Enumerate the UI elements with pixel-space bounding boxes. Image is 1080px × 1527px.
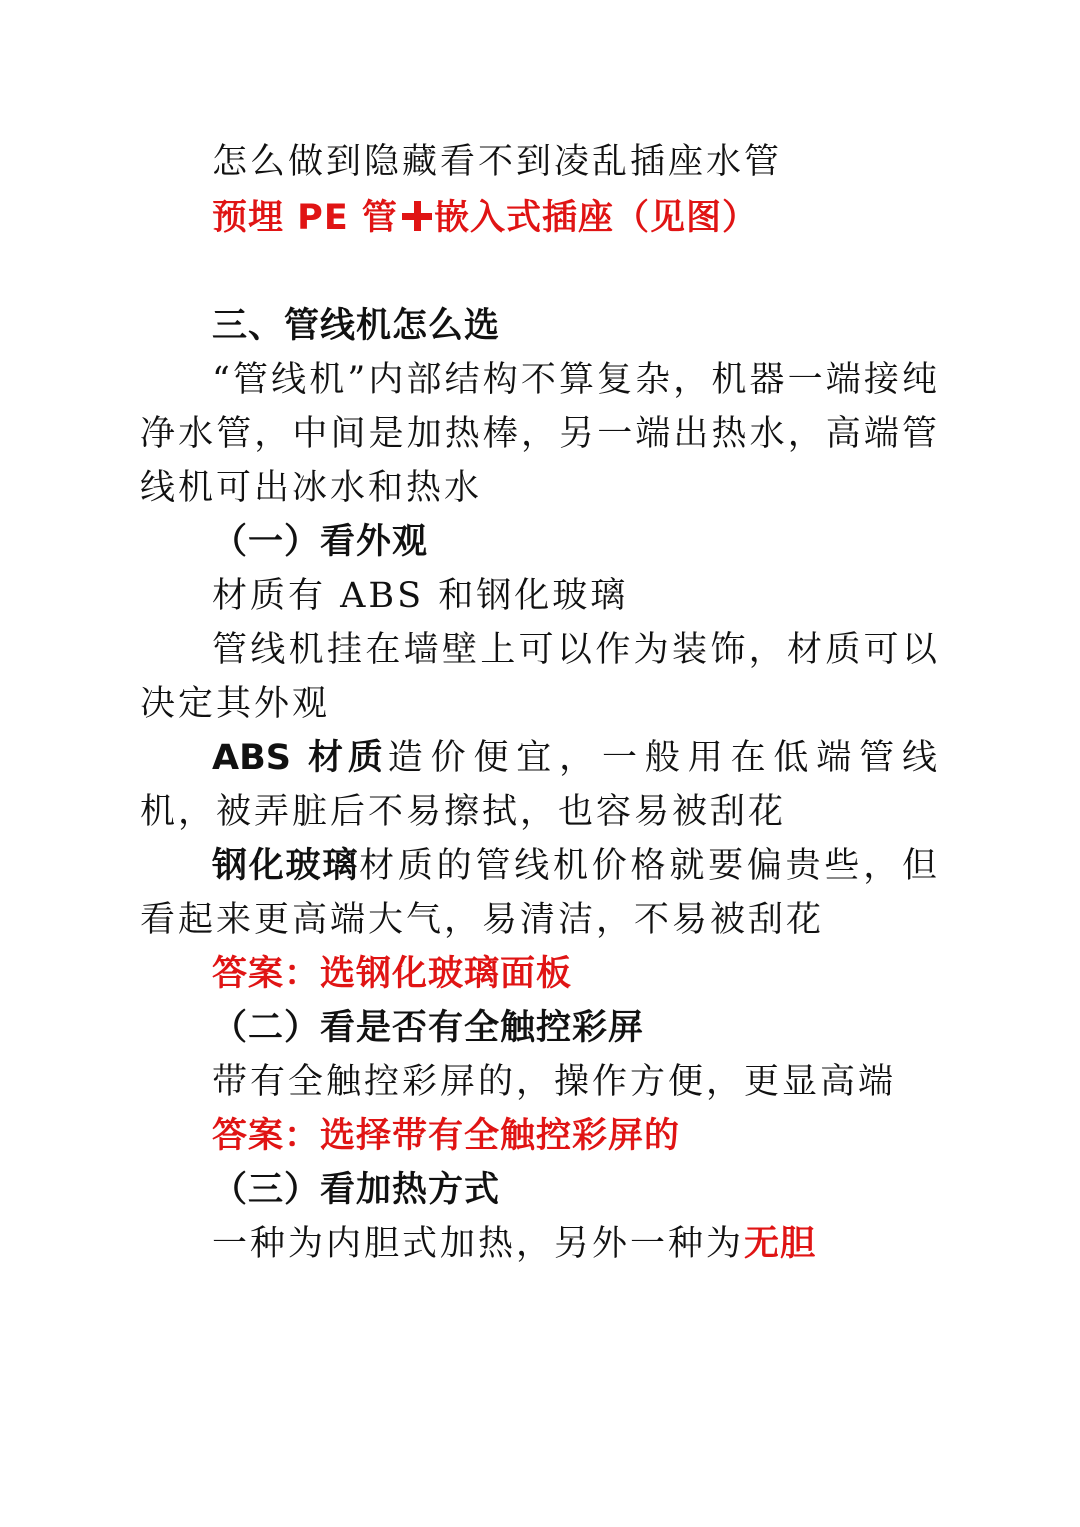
- material-line: 材质有 ABS 和钢化玻璃: [212, 576, 629, 616]
- sub-heading-2-text: （二）看是否有全触控彩屏: [212, 1008, 645, 1048]
- answer-line: [140, 191, 940, 245]
- spacer: [140, 245, 940, 297]
- heating-text: 一种为内胆式加热，另外一种为: [212, 1224, 745, 1264]
- abs-term: ABS 材质: [212, 738, 388, 778]
- question-line: [140, 135, 940, 189]
- heating-red-term: 无胆: [744, 1224, 817, 1264]
- abs-paragraph: [140, 731, 940, 839]
- section-intro: “管线机”内部结构不算复杂，机器一端接纯净水管，中间是加热棒，另一端出热水，高端管线机可出冰水和热水: [140, 360, 940, 508]
- heating-line: [140, 1217, 940, 1271]
- sub-heading-3-text: （三）看加热方式: [212, 1170, 501, 1210]
- touchscreen-line: 带有全触控彩屏的，操作方便，更显高端: [212, 1062, 897, 1102]
- glass-description: 材质的管线机价格就要偏贵些，但看起来更高端大气，易清洁，不易被刮花: [140, 846, 940, 940]
- answer-1: [140, 947, 940, 1001]
- sub-heading-3: [140, 1163, 940, 1217]
- glass-paragraph: [140, 839, 940, 947]
- decoration-paragraph: 管线机挂在墙壁上可以作为装饰，材质可以决定其外观: [140, 630, 940, 724]
- sub-heading-1: [140, 515, 940, 569]
- answer-2: [140, 1109, 940, 1163]
- abs-description: 造价便宜，一般用在低端管线机，被弄脏后不易擦拭，也容易被刮花: [140, 738, 940, 832]
- sub-heading-2: [140, 1001, 940, 1055]
- section-heading: [140, 299, 940, 353]
- answer-text-b: 嵌入式插座（见图）: [433, 198, 758, 238]
- answer-2-text: 答案：选择带有全触控彩屏的: [212, 1116, 681, 1156]
- section-heading-text: 三、管线机怎么选: [212, 306, 501, 346]
- sub-heading-1-text: （一）看外观: [212, 522, 429, 562]
- answer-text-a: 预埋 PE 管: [212, 198, 398, 238]
- question-text: 怎么做到隐藏看不到凌乱插座水管: [212, 142, 783, 182]
- glass-term: 钢化玻璃: [212, 846, 360, 886]
- answer-1-text: 答案：选钢化玻璃面板: [212, 954, 573, 994]
- plus-icon: [402, 201, 432, 231]
- document-page: [140, 135, 940, 1271]
